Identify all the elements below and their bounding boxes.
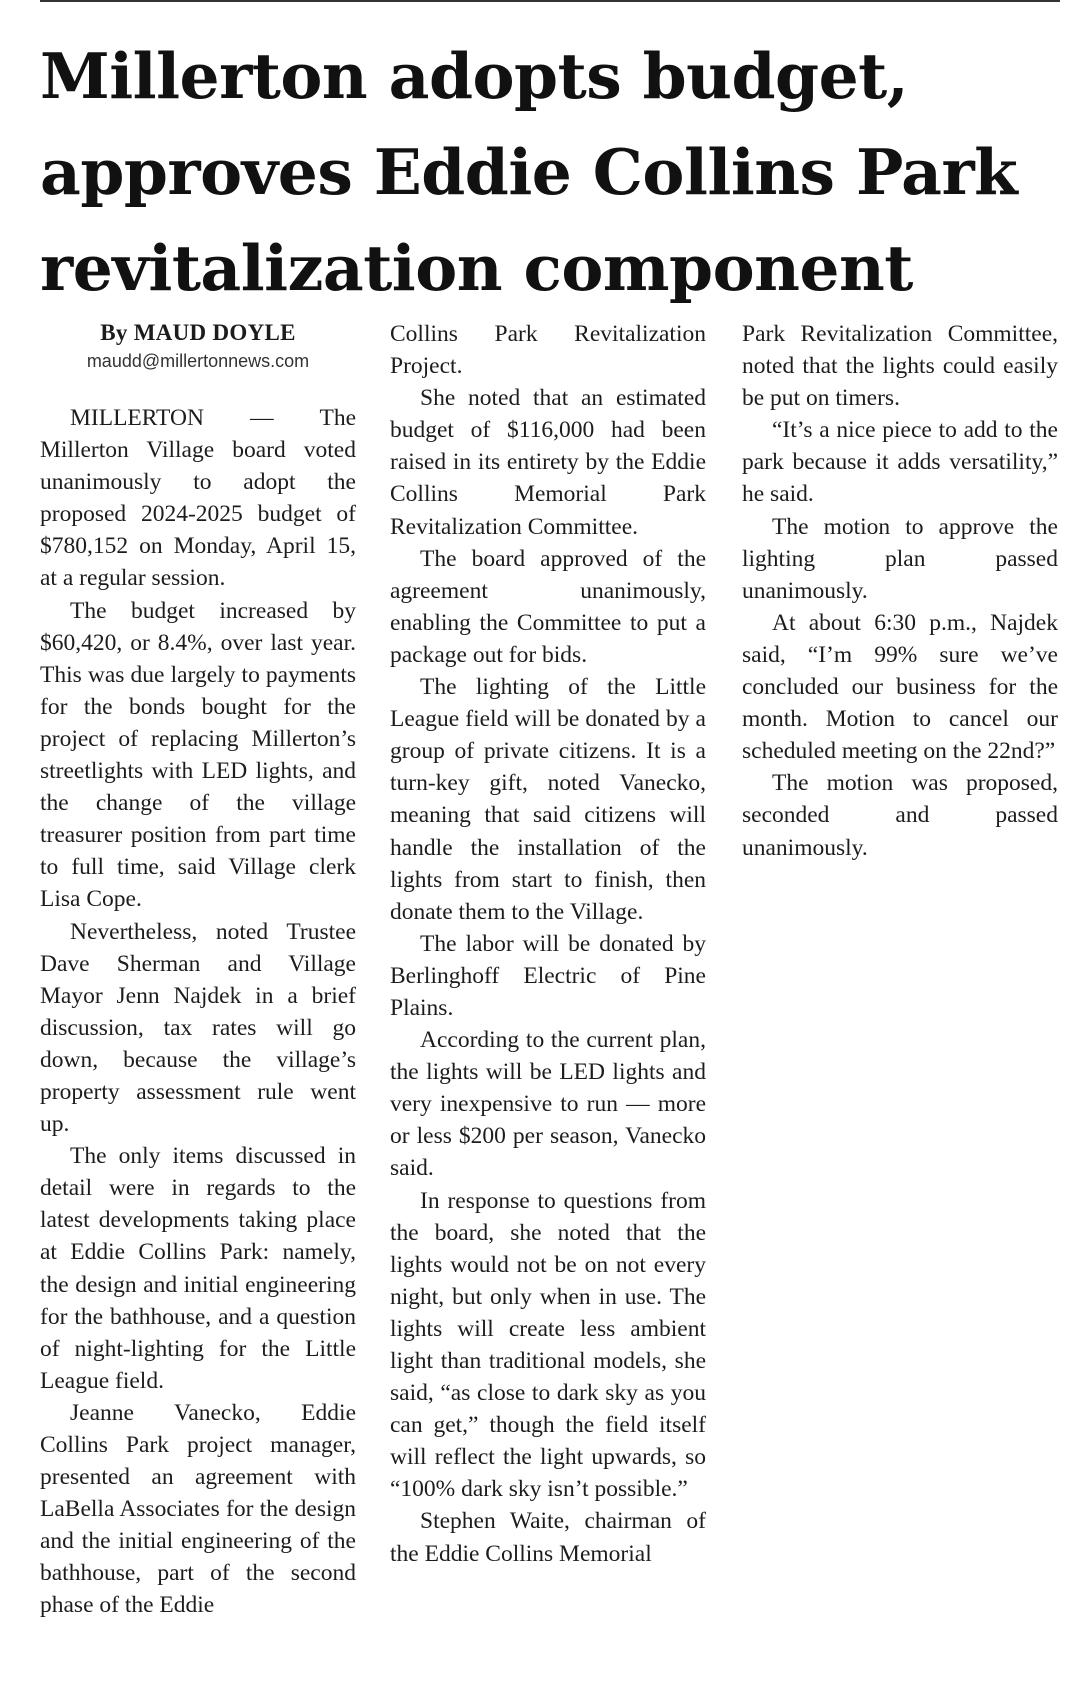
byline: By MAUD DOYLE xyxy=(100,320,296,345)
headline-line-3: revitalization component xyxy=(40,231,913,305)
paragraph: In response to questions from the board, she noted that the lights would not be on not every night, but only when in use. The lights will create less ambient light than traditional models, she said, “as close to dark sky as you can get,” though the field itself will reflect the light upwards, so “100% dark sky isn’t possible.” xyxy=(390,1187,706,1503)
headline-line-2: approves Eddie Collins Park xyxy=(40,135,1018,209)
top-rule xyxy=(40,0,1060,2)
headline xyxy=(40,28,1060,316)
paragraph: At about 6:30 p.m., Najdek said, “I’m 99% sure we’ve concluded our business for the month. Motion to cancel our scheduled meeting on the 22nd?” xyxy=(742,609,1058,765)
paragraph: Jeanne Vanecko, Eddie Collins Park project manager, presented an agreement with LaBella Associates for the design and the initial engineering of the bathhouse, part of the second phase of the Eddie xyxy=(40,1399,356,1619)
paragraph: The motion to approve the lighting plan passed unanimously. xyxy=(742,513,1058,604)
paragraph: Nevertheless, noted Trustee Dave Sherman and Village Mayor Jenn Najdek in a brief discussion, tax rates will go down, because the village’s property assessment rule went up. xyxy=(40,918,356,1138)
paragraph: The lighting of the Little League field will be donated by a group of private citizens. It is a turn-key gift, noted Vanecko, meaning that said citizens will handle the installation of the lights from start to finish, then donate them to the Village. xyxy=(390,674,706,925)
paragraph: Stephen Waite, chairman of the Eddie Collins Memorial xyxy=(390,1508,706,1567)
paragraph: According to the current plan, the lights will be LED lights and very inexpensive to run — more or less $200 per season, Vanecko said. xyxy=(390,1027,706,1182)
paragraph: The only items discussed in detail were in regards to the latest developments taking place at Eddie Collins Park: namely, the design and initial engineering for the bathhouse, and a question of night-lighting for the Little League field. xyxy=(40,1143,356,1394)
paragraph: MILLERTON — The Millerton Village board voted unanimously to adopt the proposed 2024-2025 budget of $780,152 on Monday, April 15, at a regular session. xyxy=(40,405,356,592)
article-column-2 xyxy=(390,318,706,1570)
byline-block xyxy=(40,318,356,374)
paragraph: The board approved of the agreement unanimously, enabling the Committee to put a package out for bids. xyxy=(390,545,706,668)
headline-line-1: Millerton adopts budget, xyxy=(40,39,909,113)
paragraph: The budget increased by $60,420, or 8.4%, over last year. This was due largely to payments for the bonds bought for the project of replacing Millerton’s streetlights with LED lights, and the change of the village treasurer position from part time to full time, said Village clerk Lisa Cope. xyxy=(40,597,356,913)
paragraph-continued: Park Revitalization Committee, noted that the lights could easily be put on timers. xyxy=(742,321,1058,412)
paragraph: “It’s a nice piece to add to the park because it adds versatility,” he said. xyxy=(742,417,1058,508)
author-email: maudd@millertonnews.com xyxy=(86,351,310,371)
paragraph: She noted that an estimated budget of $116,000 had been raised in its entirety by the Eddie Collins Memorial Park Revitalization Committee. xyxy=(390,385,706,540)
paragraph-continued: Collins Park Revitalization Project. xyxy=(390,321,706,380)
article-column-3 xyxy=(742,318,1058,864)
paragraph: The labor will be donated by Berlinghoff Electric of Pine Plains. xyxy=(390,930,706,1021)
article-column-1 xyxy=(40,318,356,1622)
paragraph: The motion was proposed, seconded and passed unanimously. xyxy=(742,770,1058,861)
